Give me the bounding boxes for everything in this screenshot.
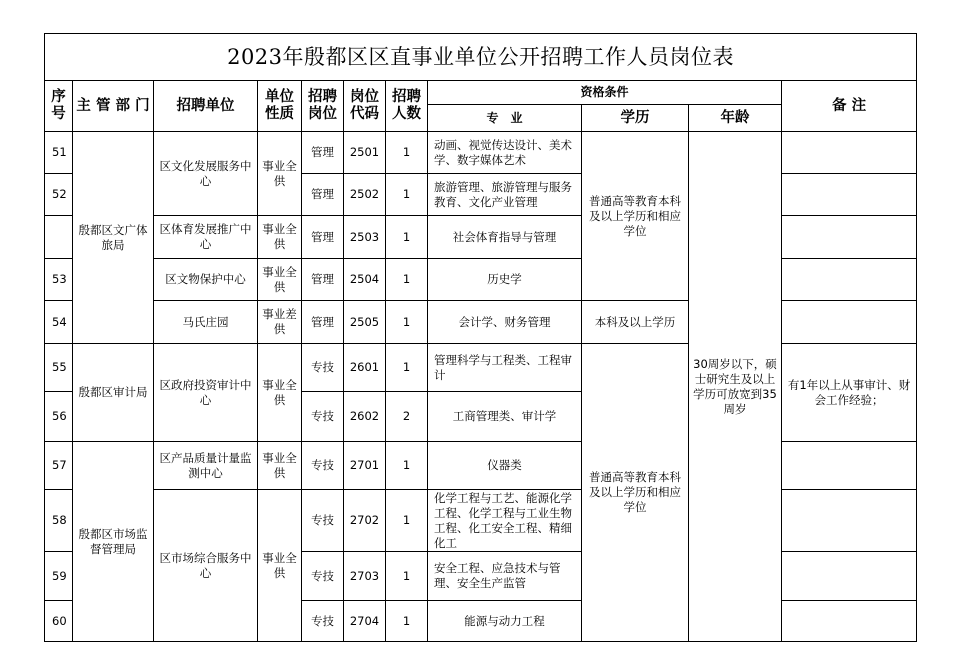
- nature-cell: 事业全供: [258, 490, 302, 642]
- edu-cell: 普通高等教育本科及以上学历和相应学位: [582, 132, 689, 301]
- age-cell: 30周岁以下，硕士研究生及以上学历可放宽到35周岁: [689, 132, 782, 642]
- nature-cell: 事业全供: [258, 132, 302, 216]
- notes-cell: [782, 259, 917, 301]
- notes-cell: [782, 301, 917, 344]
- count-cell: 1: [386, 301, 428, 344]
- major-cell: 能源与动力工程: [428, 601, 582, 642]
- edu-cell: 本科及以上学历: [582, 301, 689, 344]
- count-cell: 1: [386, 601, 428, 642]
- header-seq: 序号: [45, 81, 73, 132]
- header-notes: 备 注: [782, 81, 917, 132]
- table-row: [45, 442, 917, 490]
- seq-cell: 58: [45, 490, 73, 552]
- edu-cell: 普通高等教育本科及以上学历和相应学位: [582, 344, 689, 642]
- post-cell: 专技: [302, 344, 344, 392]
- code-cell: 2502: [344, 174, 386, 216]
- table-row: [45, 344, 917, 392]
- count-cell: 1: [386, 216, 428, 259]
- count-cell: 1: [386, 442, 428, 490]
- header-age: 年龄: [689, 105, 782, 132]
- table-row: [45, 259, 917, 301]
- major-cell: 动画、视觉传达设计、美术学、数字媒体艺术: [428, 132, 582, 174]
- seq-cell: 57: [45, 442, 73, 490]
- major-cell: 工商管理类、审计学: [428, 392, 582, 442]
- major-cell: 安全工程、应急技术与管理、安全生产监管: [428, 552, 582, 601]
- notes-cell: 有1年以上从事审计、财会工作经验；: [782, 344, 917, 442]
- nature-cell: 事业全供: [258, 259, 302, 301]
- table-row: [45, 490, 917, 552]
- header-nature: 单位性质: [258, 81, 302, 132]
- major-cell: 管理科学与工程类、工程审计: [428, 344, 582, 392]
- seq-cell: [45, 216, 73, 259]
- table-row: [45, 132, 917, 174]
- major-cell: 会计学、财务管理: [428, 301, 582, 344]
- unit-cell: 马氏庄园: [154, 301, 258, 344]
- notes-cell: [782, 216, 917, 259]
- post-cell: 专技: [302, 442, 344, 490]
- code-cell: 2702: [344, 490, 386, 552]
- post-cell: 专技: [302, 392, 344, 442]
- code-cell: 2701: [344, 442, 386, 490]
- post-cell: 管理: [302, 132, 344, 174]
- code-cell: 2503: [344, 216, 386, 259]
- post-cell: 管理: [302, 301, 344, 344]
- header-qualifications: 资格条件: [428, 81, 782, 105]
- major-cell: 旅游管理、旅游管理与服务教育、文化产业管理: [428, 174, 582, 216]
- notes-cell: [782, 442, 917, 490]
- notes-cell: [782, 490, 917, 552]
- header-row-1: [45, 81, 917, 105]
- header-edu: 学历: [582, 105, 689, 132]
- notes-cell: [782, 174, 917, 216]
- dept-cell: 殷都区文广体旅局: [73, 132, 154, 344]
- header-count: 招聘人数: [386, 81, 428, 132]
- count-cell: 1: [386, 344, 428, 392]
- post-cell: 专技: [302, 552, 344, 601]
- code-cell: 2601: [344, 344, 386, 392]
- major-cell: 社会体育指导与管理: [428, 216, 582, 259]
- seq-cell: 56: [45, 392, 73, 442]
- code-cell: 2504: [344, 259, 386, 301]
- post-cell: 专技: [302, 490, 344, 552]
- seq-cell: 60: [45, 601, 73, 642]
- post-cell: 管理: [302, 259, 344, 301]
- unit-cell: 区文化发展服务中心: [154, 132, 258, 216]
- unit-cell: 区体育发展推广中心: [154, 216, 258, 259]
- seq-cell: 52: [45, 174, 73, 216]
- post-cell: 专技: [302, 601, 344, 642]
- count-cell: 1: [386, 259, 428, 301]
- table-title: 2023年殷都区区直事业单位公开招聘工作人员岗位表: [45, 34, 917, 81]
- notes-cell: [782, 601, 917, 642]
- notes-cell: [782, 132, 917, 174]
- code-cell: 2704: [344, 601, 386, 642]
- seq-cell: 53: [45, 259, 73, 301]
- header-code: 岗位代码: [344, 81, 386, 132]
- dept-cell: 殷都区审计局: [73, 344, 154, 442]
- code-cell: 2505: [344, 301, 386, 344]
- code-cell: 2501: [344, 132, 386, 174]
- unit-cell: 区文物保护中心: [154, 259, 258, 301]
- nature-cell: 事业差供: [258, 301, 302, 344]
- nature-cell: 事业全供: [258, 216, 302, 259]
- table-row: [45, 301, 917, 344]
- count-cell: 1: [386, 132, 428, 174]
- code-cell: 2602: [344, 392, 386, 442]
- nature-cell: 事业全供: [258, 442, 302, 490]
- post-cell: 管理: [302, 216, 344, 259]
- notes-cell: [782, 552, 917, 601]
- seq-cell: 59: [45, 552, 73, 601]
- header-unit: 招聘单位: [154, 81, 258, 132]
- count-cell: 2: [386, 392, 428, 442]
- header-dept: 主 管 部 门: [73, 81, 154, 132]
- code-cell: 2703: [344, 552, 386, 601]
- title-row: [45, 34, 917, 81]
- post-cell: 管理: [302, 174, 344, 216]
- count-cell: 1: [386, 174, 428, 216]
- count-cell: 1: [386, 552, 428, 601]
- seq-cell: 55: [45, 344, 73, 392]
- seq-cell: 54: [45, 301, 73, 344]
- unit-cell: 区市场综合服务中心: [154, 490, 258, 642]
- header-post: 招聘岗位: [302, 81, 344, 132]
- count-cell: 1: [386, 490, 428, 552]
- header-major: 专 业: [428, 105, 582, 132]
- major-cell: 仪器类: [428, 442, 582, 490]
- unit-cell: 区政府投资审计中心: [154, 344, 258, 442]
- major-cell: 化学工程与工艺、能源化学工程、化学工程与工业生物工程、化工安全工程、精细化工: [428, 490, 582, 552]
- recruitment-table: [44, 33, 917, 642]
- dept-cell: 殷都区市场监督管理局: [73, 442, 154, 642]
- unit-cell: 区产品质量计量监测中心: [154, 442, 258, 490]
- seq-cell: 51: [45, 132, 73, 174]
- nature-cell: 事业全供: [258, 344, 302, 442]
- major-cell: 历史学: [428, 259, 582, 301]
- table-row: [45, 216, 917, 259]
